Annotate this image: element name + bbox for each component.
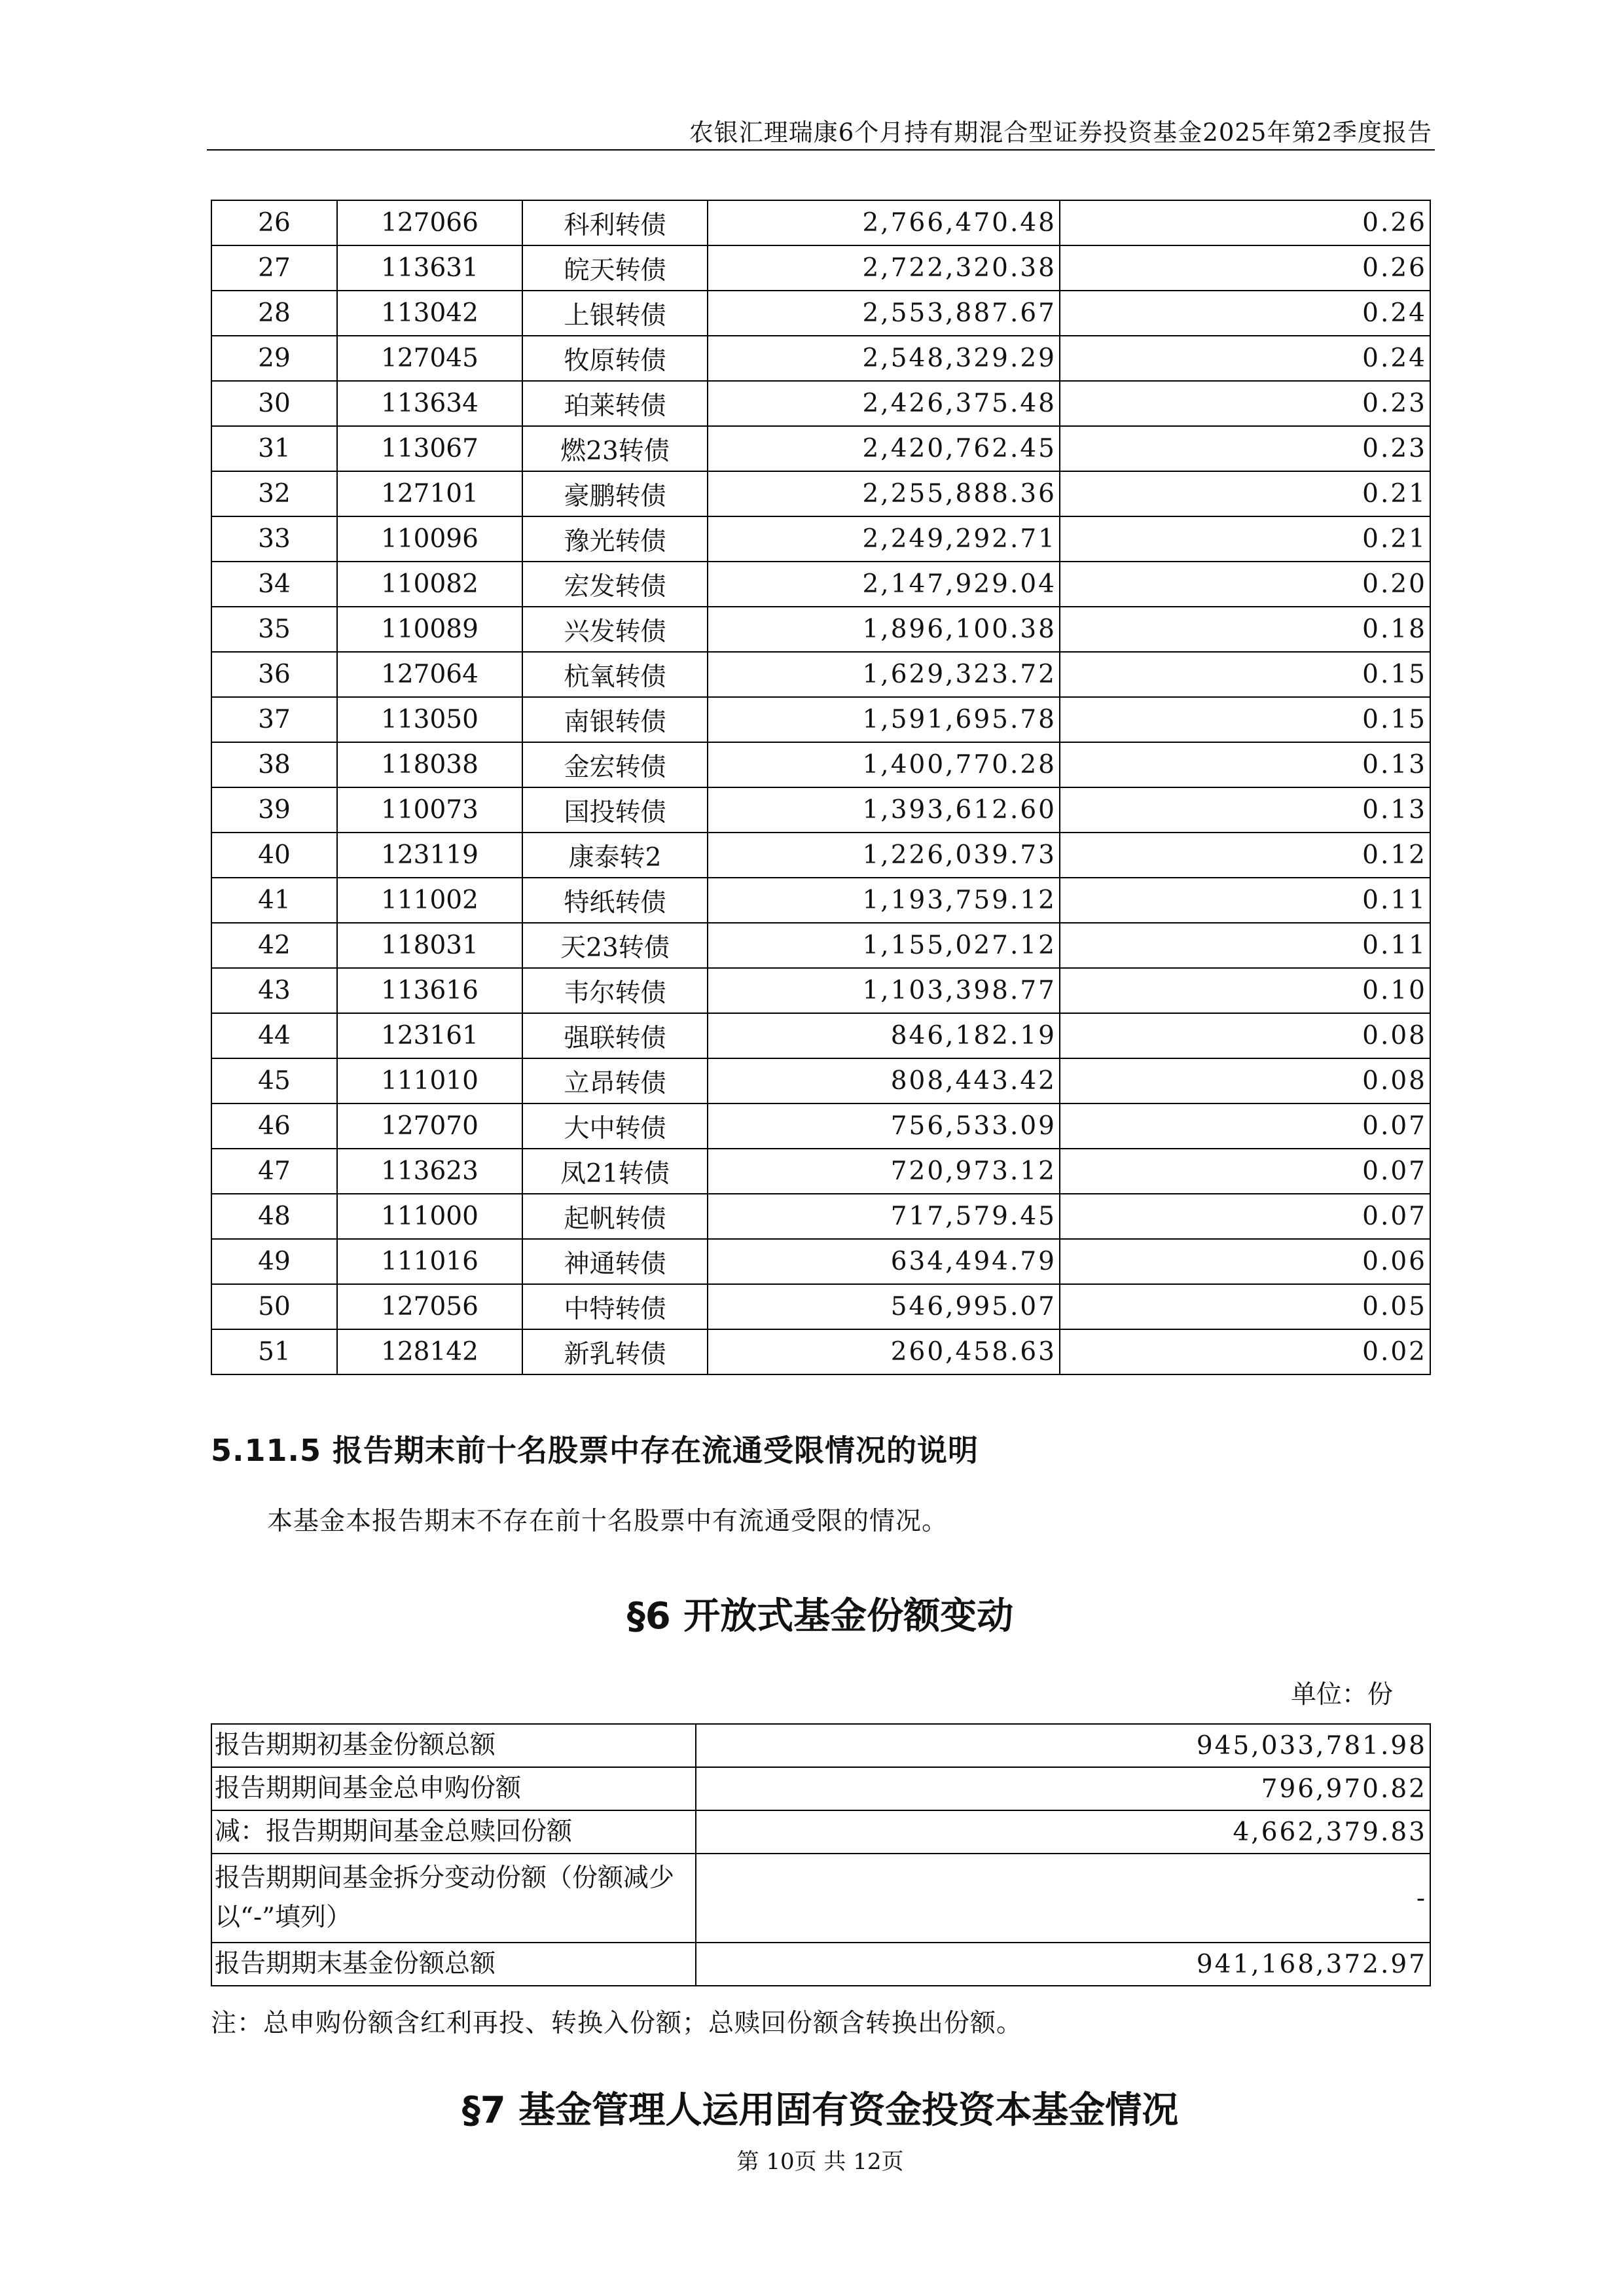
fair-value: 1,193,759.12 [708, 878, 1060, 923]
row-number: 35 [211, 607, 337, 652]
nav-ratio: 0.05 [1060, 1284, 1430, 1329]
bond-code: 111000 [337, 1194, 522, 1239]
nav-ratio: 0.18 [1060, 607, 1430, 652]
row-number: 45 [211, 1058, 337, 1103]
row-number: 47 [211, 1149, 337, 1194]
bond-name: 强联转债 [522, 1013, 708, 1058]
table-row [211, 200, 1430, 245]
table-row [211, 291, 1430, 336]
unit-label: 单位：份 [1291, 1680, 1394, 1710]
bond-name: 特纸转债 [522, 878, 708, 923]
table-row [211, 1058, 1430, 1103]
table-row [211, 697, 1430, 742]
bond-code: 110089 [337, 607, 522, 652]
table-row [211, 1329, 1430, 1374]
bond-name: 国投转债 [522, 787, 708, 833]
share-row-value: 945,033,781.98 [696, 1724, 1430, 1767]
fair-value: 717,579.45 [708, 1194, 1060, 1239]
bond-code: 110096 [337, 516, 522, 562]
fair-value: 260,458.63 [708, 1329, 1060, 1374]
bond-name: 神通转债 [522, 1239, 708, 1284]
row-number: 36 [211, 652, 337, 697]
table-row [211, 968, 1430, 1013]
bond-name: 中特转债 [522, 1284, 708, 1329]
share-row [211, 1810, 1430, 1854]
share-row-label: 报告期期间基金拆分变动份额（份额减少以“-”填列） [211, 1854, 696, 1943]
table-row [211, 426, 1430, 471]
nav-ratio: 0.08 [1060, 1013, 1430, 1058]
row-number: 34 [211, 562, 337, 607]
fair-value: 2,147,929.04 [708, 562, 1060, 607]
table-row [211, 1149, 1430, 1194]
row-number: 44 [211, 1013, 337, 1058]
fair-value: 1,400,770.28 [708, 742, 1060, 787]
bond-code: 111002 [337, 878, 522, 923]
share-row-label: 报告期期间基金总申购份额 [211, 1767, 696, 1810]
nav-ratio: 0.13 [1060, 787, 1430, 833]
table-row [211, 878, 1430, 923]
nav-ratio: 0.11 [1060, 878, 1430, 923]
bond-code: 127045 [337, 336, 522, 381]
chapter6-title: §6 开放式基金份额变动 [626, 1595, 1014, 1638]
row-number: 40 [211, 833, 337, 878]
bond-name: 起帆转债 [522, 1194, 708, 1239]
fair-value: 1,226,039.73 [708, 833, 1060, 878]
bond-code: 113631 [337, 245, 522, 291]
bond-code: 123161 [337, 1013, 522, 1058]
nav-ratio: 0.24 [1060, 291, 1430, 336]
header-divider [207, 149, 1435, 151]
fair-value: 1,155,027.12 [708, 923, 1060, 968]
nav-ratio: 0.23 [1060, 381, 1430, 426]
share-row-value: - [696, 1854, 1430, 1943]
bond-code: 113042 [337, 291, 522, 336]
table-row [211, 652, 1430, 697]
share-row [211, 1943, 1430, 1986]
nav-ratio: 0.12 [1060, 833, 1430, 878]
fair-value: 720,973.12 [708, 1149, 1060, 1194]
fair-value: 1,591,695.78 [708, 697, 1060, 742]
table-row [211, 1239, 1430, 1284]
bond-code: 127101 [337, 471, 522, 516]
section-heading: 5.11.5 报告期末前十名股票中存在流通受限情况的说明 [211, 1433, 979, 1468]
row-number: 43 [211, 968, 337, 1013]
bond-name: 杭氧转债 [522, 652, 708, 697]
row-number: 38 [211, 742, 337, 787]
fair-value: 756,533.09 [708, 1103, 1060, 1149]
fair-value: 2,249,292.71 [708, 516, 1060, 562]
table-row [211, 245, 1430, 291]
nav-ratio: 0.07 [1060, 1194, 1430, 1239]
share-row-label: 报告期期末基金份额总额 [211, 1943, 696, 1986]
table-row [211, 381, 1430, 426]
bond-name: 新乳转债 [522, 1329, 708, 1374]
row-number: 49 [211, 1239, 337, 1284]
fair-value: 2,255,888.36 [708, 471, 1060, 516]
bond-code: 113067 [337, 426, 522, 471]
nav-ratio: 0.21 [1060, 471, 1430, 516]
bond-code: 113634 [337, 381, 522, 426]
table-row [211, 516, 1430, 562]
chapter7-title: §7 基金管理人运用固有资金投资本基金情况 [461, 2089, 1179, 2132]
nav-ratio: 0.08 [1060, 1058, 1430, 1103]
bond-name: 宏发转债 [522, 562, 708, 607]
nav-ratio: 0.20 [1060, 562, 1430, 607]
page-footer: 第 10页 共 12页 [736, 2149, 904, 2175]
fair-value: 808,443.42 [708, 1058, 1060, 1103]
fair-value: 2,420,762.45 [708, 426, 1060, 471]
nav-ratio: 0.13 [1060, 742, 1430, 787]
bond-code: 110082 [337, 562, 522, 607]
table-row [211, 607, 1430, 652]
bond-name: 牧原转债 [522, 336, 708, 381]
fair-value: 846,182.19 [708, 1013, 1060, 1058]
row-number: 46 [211, 1103, 337, 1149]
bond-code: 127064 [337, 652, 522, 697]
share-row [211, 1854, 1430, 1943]
row-number: 39 [211, 787, 337, 833]
fair-value: 1,629,323.72 [708, 652, 1060, 697]
bond-name: 皖天转债 [522, 245, 708, 291]
fair-value: 2,766,470.48 [708, 200, 1060, 245]
table-row [211, 1284, 1430, 1329]
bond-table-body [211, 200, 1430, 1374]
bond-name: 立昂转债 [522, 1058, 708, 1103]
share-row-value: 4,662,379.83 [696, 1810, 1430, 1854]
table-row [211, 833, 1430, 878]
nav-ratio: 0.06 [1060, 1239, 1430, 1284]
table-row [211, 742, 1430, 787]
share-row [211, 1767, 1430, 1810]
bond-name: 科利转债 [522, 200, 708, 245]
nav-ratio: 0.15 [1060, 697, 1430, 742]
nav-ratio: 0.11 [1060, 923, 1430, 968]
bond-code: 111010 [337, 1058, 522, 1103]
row-number: 30 [211, 381, 337, 426]
bond-name: 豪鹏转债 [522, 471, 708, 516]
table-row [211, 1194, 1430, 1239]
row-number: 31 [211, 426, 337, 471]
row-number: 33 [211, 516, 337, 562]
nav-ratio: 0.23 [1060, 426, 1430, 471]
row-number: 42 [211, 923, 337, 968]
bond-code: 118031 [337, 923, 522, 968]
nav-ratio: 0.02 [1060, 1329, 1430, 1374]
bond-name: 兴发转债 [522, 607, 708, 652]
bond-code: 113050 [337, 697, 522, 742]
row-number: 29 [211, 336, 337, 381]
row-number: 28 [211, 291, 337, 336]
row-number: 32 [211, 471, 337, 516]
row-number: 51 [211, 1329, 337, 1374]
fair-value: 2,548,329.29 [708, 336, 1060, 381]
fair-value: 2,553,887.67 [708, 291, 1060, 336]
row-number: 26 [211, 200, 337, 245]
table-row [211, 562, 1430, 607]
table-row [211, 923, 1430, 968]
share-row-label: 减：报告期期间基金总赎回份额 [211, 1810, 696, 1854]
fair-value: 1,896,100.38 [708, 607, 1060, 652]
row-number: 48 [211, 1194, 337, 1239]
header-title: 农银汇理瑞康6个月持有期混合型证券投资基金2025年第2季度报告 [689, 118, 1432, 147]
bond-name: 凤21转债 [522, 1149, 708, 1194]
bond-name: 天23转债 [522, 923, 708, 968]
bond-code: 118038 [337, 742, 522, 787]
row-number: 37 [211, 697, 337, 742]
row-number: 50 [211, 1284, 337, 1329]
bond-name: 上银转债 [522, 291, 708, 336]
bond-code: 128142 [337, 1329, 522, 1374]
fair-value: 1,393,612.60 [708, 787, 1060, 833]
table-row [211, 471, 1430, 516]
nav-ratio: 0.07 [1060, 1103, 1430, 1149]
bond-holdings-table [211, 200, 1431, 1375]
share-row-label: 报告期期初基金份额总额 [211, 1724, 696, 1767]
table-row [211, 1013, 1430, 1058]
bond-code: 127070 [337, 1103, 522, 1149]
bond-code: 110073 [337, 787, 522, 833]
bond-code: 113623 [337, 1149, 522, 1194]
row-number: 27 [211, 245, 337, 291]
bond-name: 燃23转债 [522, 426, 708, 471]
share-row-value: 941,168,372.97 [696, 1943, 1430, 1986]
nav-ratio: 0.07 [1060, 1149, 1430, 1194]
bond-code: 127066 [337, 200, 522, 245]
bond-name: 豫光转债 [522, 516, 708, 562]
bond-name: 大中转债 [522, 1103, 708, 1149]
row-number: 41 [211, 878, 337, 923]
bond-name: 韦尔转债 [522, 968, 708, 1013]
nav-ratio: 0.15 [1060, 652, 1430, 697]
nav-ratio: 0.26 [1060, 245, 1430, 291]
bond-name: 康泰转2 [522, 833, 708, 878]
fair-value: 2,722,320.38 [708, 245, 1060, 291]
fair-value: 2,426,375.48 [708, 381, 1060, 426]
nav-ratio: 0.26 [1060, 200, 1430, 245]
bond-name: 南银转债 [522, 697, 708, 742]
share-row-value: 796,970.82 [696, 1767, 1430, 1810]
bond-code: 127056 [337, 1284, 522, 1329]
fair-value: 546,995.07 [708, 1284, 1060, 1329]
share-row [211, 1724, 1430, 1767]
share-change-table [211, 1723, 1431, 1986]
table-note: 注：总申购份额含红利再投、转换入份额；总赎回份额含转换出份额。 [211, 2009, 1023, 2038]
bond-code: 111016 [337, 1239, 522, 1284]
bond-code: 113616 [337, 968, 522, 1013]
fair-value: 1,103,398.77 [708, 968, 1060, 1013]
nav-ratio: 0.24 [1060, 336, 1430, 381]
fair-value: 634,494.79 [708, 1239, 1060, 1284]
nav-ratio: 0.10 [1060, 968, 1430, 1013]
nav-ratio: 0.21 [1060, 516, 1430, 562]
bond-name: 金宏转债 [522, 742, 708, 787]
table-row [211, 336, 1430, 381]
bond-name: 珀莱转债 [522, 381, 708, 426]
section-body-text: 本基金本报告期末不存在前十名股票中有流通受限的情况。 [267, 1507, 948, 1536]
bond-code: 123119 [337, 833, 522, 878]
table-row [211, 1103, 1430, 1149]
table-row [211, 787, 1430, 833]
